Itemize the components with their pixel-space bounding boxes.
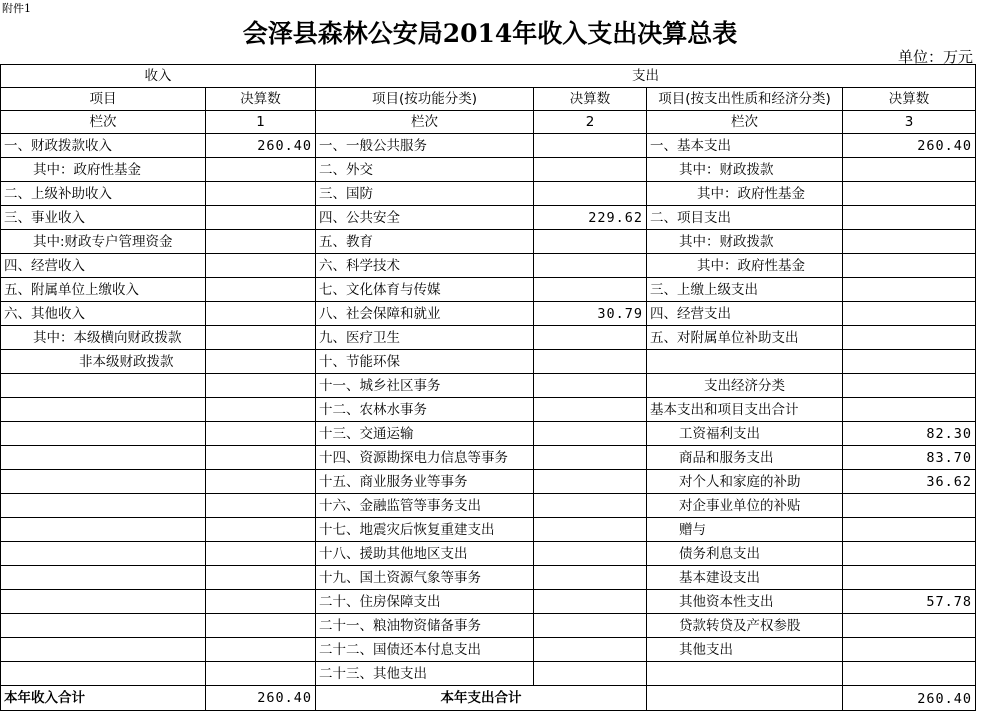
econ-item-cell: 对企事业单位的补贴: [647, 494, 843, 518]
econ-item-cell: 一、基本支出: [647, 134, 843, 158]
income-item-cell: [1, 662, 206, 686]
col-number-2: 2: [534, 111, 647, 134]
table-row: [1, 326, 976, 350]
func-amount-cell: 30.79: [534, 302, 647, 326]
econ-item-cell: 其中：政府性基金: [647, 254, 843, 278]
col-number-3: 3: [843, 111, 976, 134]
func-amount-cell: [534, 446, 647, 470]
income-amount-cell: [206, 230, 316, 254]
func-amount-cell: [534, 374, 647, 398]
income-item-cell: 其中：本级横向财政拨款: [1, 326, 206, 350]
econ-amount-cell: [843, 566, 976, 590]
table-row: [1, 398, 976, 422]
func-item-cell: 十一、城乡社区事务: [316, 374, 534, 398]
func-item-cell: 五、教育: [316, 230, 534, 254]
table-row: [1, 662, 976, 686]
expense-total-label: 本年支出合计: [316, 686, 647, 711]
econ-item-cell: 二、项目支出: [647, 206, 843, 230]
expense-total-spacer: [647, 686, 843, 711]
econ-item-cell: 其他支出: [647, 638, 843, 662]
income-item-cell: [1, 398, 206, 422]
func-amount-cell: [534, 326, 647, 350]
table-row: [1, 302, 976, 326]
col-header-item: 项目: [1, 88, 206, 111]
econ-item-cell: 贷款转贷及产权参股: [647, 614, 843, 638]
func-amount-cell: [534, 590, 647, 614]
func-amount-cell: [534, 158, 647, 182]
col-number-1: 1: [206, 111, 316, 134]
func-amount-cell: [534, 614, 647, 638]
func-amount-cell: [534, 398, 647, 422]
income-item-cell: 一、财政拨款收入: [1, 134, 206, 158]
func-item-cell: 二十、住房保障支出: [316, 590, 534, 614]
row-label-cell: 栏次: [316, 111, 534, 134]
income-amount-cell: [206, 638, 316, 662]
income-amount-cell: [206, 278, 316, 302]
func-item-cell: 十、节能环保: [316, 350, 534, 374]
income-amount-cell: [206, 590, 316, 614]
econ-item-cell: 五、对附属单位补助支出: [647, 326, 843, 350]
func-amount-cell: [534, 134, 647, 158]
table-row: [1, 374, 976, 398]
func-item-cell: 二十二、国债还本付息支出: [316, 638, 534, 662]
func-item-cell: 十五、商业服务业等事务: [316, 470, 534, 494]
income-amount-cell: [206, 350, 316, 374]
table-row: [1, 206, 976, 230]
income-amount-cell: [206, 470, 316, 494]
econ-item-cell: [647, 662, 843, 686]
econ-amount-cell: [843, 302, 976, 326]
func-amount-cell: [534, 518, 647, 542]
econ-amount-cell: [843, 374, 976, 398]
func-item-cell: 三、国防: [316, 182, 534, 206]
income-amount-cell: [206, 254, 316, 278]
table-row: [1, 278, 976, 302]
econ-amount-cell: [843, 350, 976, 374]
column-number-row: [1, 111, 976, 134]
income-amount-cell: [206, 302, 316, 326]
table-row: [1, 614, 976, 638]
income-item-cell: 非本级财政拨款: [1, 350, 206, 374]
func-amount-cell: [534, 254, 647, 278]
econ-item-cell: [647, 350, 843, 374]
table-row: [1, 134, 976, 158]
func-item-cell: 二十一、粮油物资储备事务: [316, 614, 534, 638]
table-row: [1, 254, 976, 278]
func-amount-cell: [534, 566, 647, 590]
func-item-cell: 十八、援助其他地区支出: [316, 542, 534, 566]
func-item-cell: 十九、国土资源气象等事务: [316, 566, 534, 590]
income-amount-cell: [206, 566, 316, 590]
unit-label: 单位：万元: [897, 48, 973, 66]
func-item-cell: 二十三、其他支出: [316, 662, 534, 686]
income-amount-cell: [206, 542, 316, 566]
func-item-cell: 一、一般公共服务: [316, 134, 534, 158]
income-amount-cell: [206, 206, 316, 230]
econ-item-cell: 工资福利支出: [647, 422, 843, 446]
table-row: [1, 566, 976, 590]
econ-amount-cell: 260.40: [843, 134, 976, 158]
income-amount-cell: [206, 446, 316, 470]
table-row: [1, 158, 976, 182]
income-amount-cell: [206, 614, 316, 638]
func-item-cell: 二、外交: [316, 158, 534, 182]
func-item-cell: 十二、农林水事务: [316, 398, 534, 422]
func-amount-cell: [534, 494, 647, 518]
econ-amount-cell: [843, 518, 976, 542]
func-item-cell: 七、文化体育与传媒: [316, 278, 534, 302]
func-item-cell: 十七、地震灾后恢复重建支出: [316, 518, 534, 542]
econ-amount-cell: [843, 158, 976, 182]
income-amount-cell: [206, 422, 316, 446]
econ-amount-cell: [843, 614, 976, 638]
func-amount-cell: [534, 230, 647, 254]
econ-item-cell: 债务利息支出: [647, 542, 843, 566]
econ-amount-cell: [843, 254, 976, 278]
func-item-cell: 十三、交通运输: [316, 422, 534, 446]
income-amount-cell: [206, 494, 316, 518]
econ-amount-cell: [843, 494, 976, 518]
totals-row: [1, 686, 976, 711]
econ-amount-cell: [843, 326, 976, 350]
table-row: [1, 230, 976, 254]
income-amount-cell: [206, 182, 316, 206]
func-amount-cell: [534, 350, 647, 374]
econ-amount-cell: 57.78: [843, 590, 976, 614]
table-row: [1, 638, 976, 662]
func-amount-cell: [534, 422, 647, 446]
income-item-cell: [1, 542, 206, 566]
func-item-cell: 九、医疗卫生: [316, 326, 534, 350]
func-item-cell: 十四、资源勘探电力信息等事务: [316, 446, 534, 470]
income-item-cell: 其中:财政专户管理资金: [1, 230, 206, 254]
expense-section-header: 支出: [316, 65, 976, 88]
table-row: [1, 518, 976, 542]
econ-item-cell: 支出经济分类: [647, 374, 843, 398]
income-item-cell: [1, 590, 206, 614]
income-item-cell: [1, 566, 206, 590]
col-header-econ-item: 项目(按支出性质和经济分类): [647, 88, 843, 111]
expense-total-value: 260.40: [843, 686, 976, 711]
table-row: [1, 422, 976, 446]
econ-item-cell: 其中：政府性基金: [647, 182, 843, 206]
income-amount-cell: [206, 326, 316, 350]
econ-amount-cell: [843, 206, 976, 230]
income-amount-cell: [206, 398, 316, 422]
table-row: [1, 182, 976, 206]
report-title: 会泽县森林公安局2014年收入支出决算总表: [242, 19, 738, 48]
income-item-cell: [1, 638, 206, 662]
income-amount-cell: [206, 662, 316, 686]
income-amount-cell: [206, 518, 316, 542]
econ-item-cell: 对个人和家庭的补助: [647, 470, 843, 494]
table-row: [1, 494, 976, 518]
func-item-cell: 六、科学技术: [316, 254, 534, 278]
income-item-cell: 其中：政府性基金: [1, 158, 206, 182]
row-label-cell: 栏次: [1, 111, 206, 134]
column-header-row: [1, 88, 976, 111]
econ-amount-cell: 36.62: [843, 470, 976, 494]
econ-amount-cell: [843, 638, 976, 662]
econ-item-cell: 商品和服务支出: [647, 446, 843, 470]
econ-amount-cell: [843, 278, 976, 302]
table-row: [1, 446, 976, 470]
annex-label: 附件1: [2, 2, 31, 15]
func-amount-cell: [534, 278, 647, 302]
table-row: [1, 350, 976, 374]
income-item-cell: [1, 494, 206, 518]
econ-item-cell: 赠与: [647, 518, 843, 542]
income-item-cell: [1, 446, 206, 470]
income-item-cell: [1, 422, 206, 446]
income-item-cell: [1, 470, 206, 494]
econ-item-cell: 其他资本性支出: [647, 590, 843, 614]
col-header-amount: 决算数: [206, 88, 316, 111]
income-item-cell: 二、上级补助收入: [1, 182, 206, 206]
econ-item-cell: 其中：财政拨款: [647, 158, 843, 182]
func-amount-cell: 229.62: [534, 206, 647, 230]
budget-table: [0, 64, 976, 711]
econ-item-cell: 三、上缴上级支出: [647, 278, 843, 302]
table-row: [1, 542, 976, 566]
func-amount-cell: [534, 182, 647, 206]
func-amount-cell: [534, 662, 647, 686]
income-item-cell: [1, 518, 206, 542]
func-item-cell: 十六、金融监管等事务支出: [316, 494, 534, 518]
table-row: [1, 470, 976, 494]
econ-amount-cell: [843, 230, 976, 254]
income-total-label: 本年收入合计: [1, 686, 206, 711]
func-amount-cell: [534, 542, 647, 566]
section-header-row: [1, 65, 976, 88]
func-amount-cell: [534, 638, 647, 662]
econ-amount-cell: [843, 398, 976, 422]
table-row: [1, 590, 976, 614]
row-label-cell: 栏次: [647, 111, 843, 134]
income-item-cell: [1, 614, 206, 638]
econ-amount-cell: 82.30: [843, 422, 976, 446]
col-header-func-item: 项目(按功能分类): [316, 88, 534, 111]
income-item-cell: 三、事业收入: [1, 206, 206, 230]
col-header-amount2: 决算数: [534, 88, 647, 111]
func-amount-cell: [534, 470, 647, 494]
income-section-header: 收入: [1, 65, 316, 88]
income-item-cell: 五、附属单位上缴收入: [1, 278, 206, 302]
income-item-cell: [1, 374, 206, 398]
econ-item-cell: 其中：财政拨款: [647, 230, 843, 254]
econ-item-cell: 基本支出和项目支出合计: [647, 398, 843, 422]
econ-item-cell: 四、经营支出: [647, 302, 843, 326]
econ-amount-cell: [843, 542, 976, 566]
econ-amount-cell: [843, 662, 976, 686]
func-item-cell: 四、公共安全: [316, 206, 534, 230]
income-amount-cell: [206, 374, 316, 398]
income-item-cell: 四、经营收入: [1, 254, 206, 278]
col-header-amount3: 决算数: [843, 88, 976, 111]
income-amount-cell: 260.40: [206, 134, 316, 158]
income-total-value: 260.40: [206, 686, 316, 711]
income-item-cell: 六、其他收入: [1, 302, 206, 326]
econ-item-cell: 基本建设支出: [647, 566, 843, 590]
econ-amount-cell: [843, 182, 976, 206]
econ-amount-cell: 83.70: [843, 446, 976, 470]
func-item-cell: 八、社会保障和就业: [316, 302, 534, 326]
income-amount-cell: [206, 158, 316, 182]
